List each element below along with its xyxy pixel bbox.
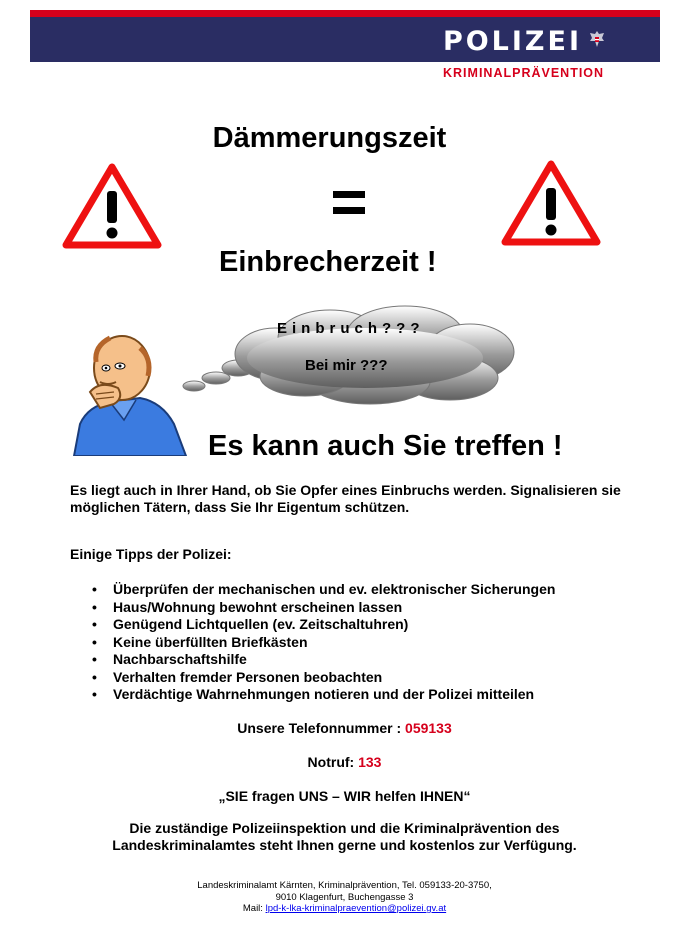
header-red-stripe	[30, 10, 660, 17]
intro-paragraph: Es liegt auch in Ihrer Hand, ob Sie Opfer eines Einbruchs werden. Signalisieren sie möglichen Tätern, dass Sie Ihr Eigentum schützen.	[70, 482, 621, 515]
cloud-text-bei-mir: Bei mir ???	[305, 357, 388, 374]
closing-paragraph	[0, 820, 689, 854]
closing-line-1: Die zuständige Polizeiinspektion und die Kriminalprävention des	[129, 820, 560, 836]
thought-cloud	[180, 302, 520, 406]
list-item: • Nachbarschaftshilfe	[92, 651, 555, 669]
emergency-number: 133	[358, 754, 382, 770]
thinking-man-illustration	[70, 332, 188, 456]
warning-triangle-icon	[501, 160, 601, 246]
list-item: • Haus/Wohnung bewohnt erscheinen lassen	[92, 599, 555, 617]
eagle-emblem-icon	[589, 30, 605, 48]
footer	[0, 880, 689, 915]
list-item: • Genügend Lichtquellen (ev. Zeitschaltuhren)	[92, 616, 555, 634]
polizei-logo: POLIZEI	[442, 26, 582, 57]
footer-line-1: Landeskriminalamt Kärnten, Kriminalprävention, Tel. 059133-20-3750,	[197, 880, 492, 891]
phone-number: 059133	[405, 720, 452, 736]
list-item: • Verdächtige Wahrnehmungen notieren und der Polizei mitteilen	[92, 686, 555, 704]
footer-mail-label: Mail:	[242, 903, 263, 914]
closing-line-2: Landeskriminalamtes steht Ihnen gerne und kostenlos zur Verfügung.	[112, 837, 577, 853]
warning-triangle-icon	[62, 163, 162, 249]
list-item: • Keine überfüllten Briefkästen	[92, 634, 555, 652]
slogan: „SIE fragen UNS – WIR helfen IHNEN“	[218, 788, 471, 804]
phone-line	[0, 720, 689, 736]
title-line-1: Dämmerungszeit	[212, 122, 447, 154]
phone-label: Unsere Telefonnummer :	[237, 720, 402, 736]
list-item: • Überprüfen der mechanischen und ev. elektronischer Sicherungen	[92, 581, 555, 599]
title-line-2: Einbrecherzeit !	[219, 246, 437, 278]
footer-line-2: 9010 Klagenfurt, Buchengasse 3	[275, 891, 414, 903]
tips-list	[92, 581, 555, 704]
footer-mail-line	[0, 903, 689, 915]
header-banner	[30, 10, 660, 62]
headline: Es kann auch Sie treffen !	[208, 430, 563, 462]
footer-email-link[interactable]: lpd-k-lka-kriminalpraevention@polizei.gv.at	[265, 903, 447, 914]
tips-heading: Einige Tipps der Polizei:	[70, 546, 232, 562]
cloud-text-einbruch: Einbruch???	[277, 320, 425, 337]
subbrand-label: KRIMINALPRÄVENTION	[443, 66, 605, 80]
emergency-label: Notruf:	[307, 754, 355, 770]
equals-sign	[333, 191, 365, 215]
list-item: • Verhalten fremder Personen beobachten	[92, 669, 555, 687]
emergency-line	[0, 754, 689, 770]
